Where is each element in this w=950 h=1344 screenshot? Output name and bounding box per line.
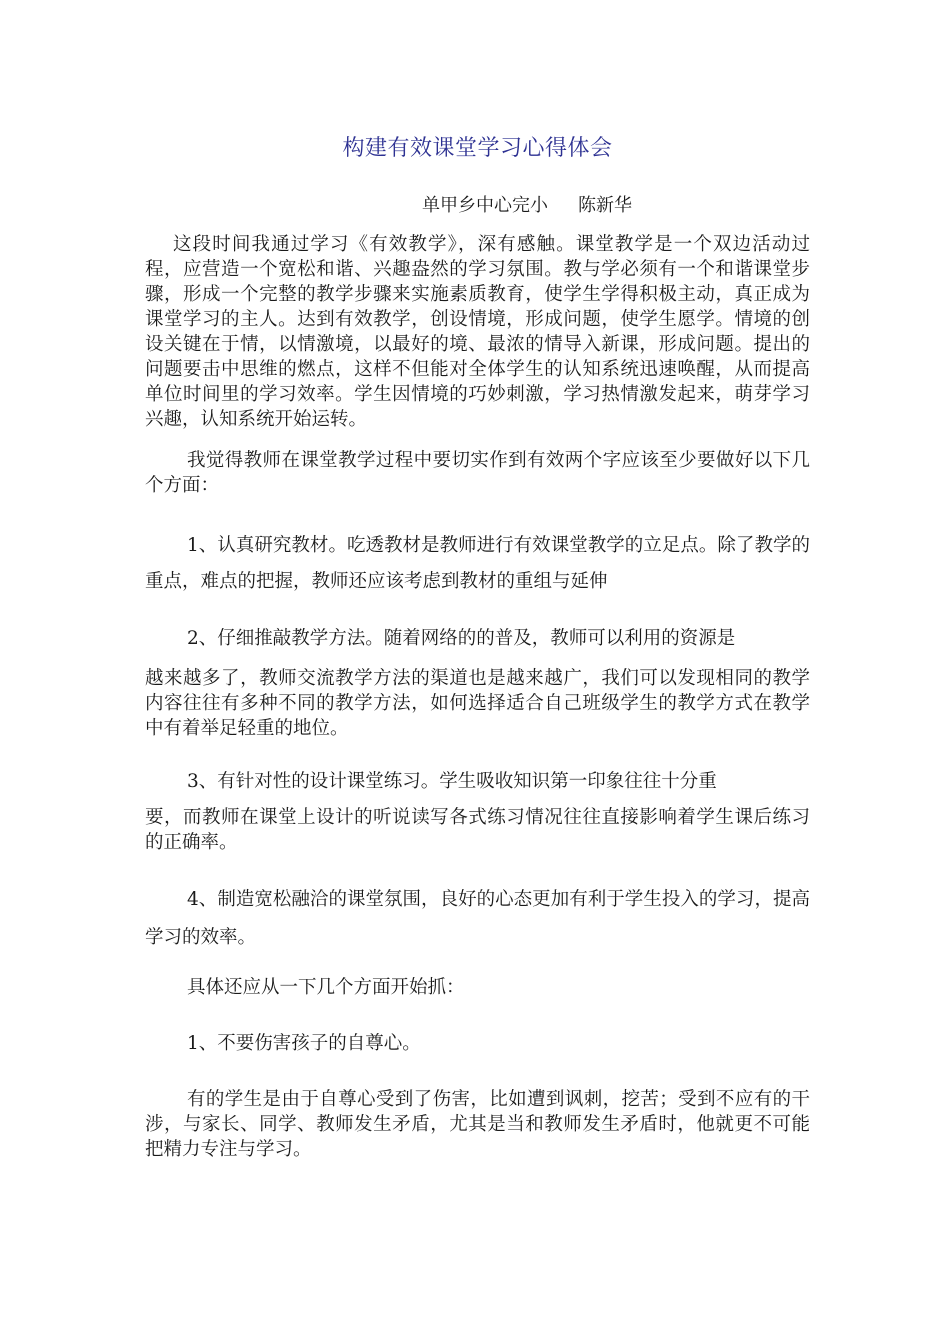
point-3-continuation: 要，而教师在课堂上设计的听说读写各式练习情况往往直接影响着学生课后练习的正确率。 (145, 807, 810, 853)
methods-lead-paragraph: 我觉得教师在课堂教学过程中要切实作到有效两个字应该至少要做好以下几个方面： (145, 450, 810, 496)
document-title: 构建有效课堂学习心得体会 (342, 136, 613, 161)
intro-paragraph: 这段时间我通过学习《有效教学》，深有感触。课堂教学是一个双边活动过程，应营造一个宽松和谐、兴趣盎然的学习氛围。教与学必须有一个和谐课堂步骤，形成一个完整的教学步骤来实施素质教育，使学生学得积极主动，真正成为课堂学习的主人。达到有效教学，创设情境，形成问题，使学生愿学。情境的创设关键在于情，以情激境，以最好的境、最浓的情导入新课，形成问题。提出的问题要击中思维的燃点，这样不但能对全体学生的认知系统迅速唤醒，从而提高单位时间里的学习效率。学生因情境的巧妙刺激，学习热情激发起来，萌芽学习兴趣，认知系统开始运转。 (145, 234, 810, 430)
document-body (145, 132, 810, 1162)
point-2-paragraph (145, 620, 810, 741)
author-line (145, 192, 810, 220)
self-esteem-paragraph: 有的学生是由于自尊心受到了伤害，比如遭到讽刺，挖苦；受到不应有的干涉，与家长、同学、教师发生矛盾，尤其是当和教师发生矛盾时，他就更不可能把精力专注与学习。 (145, 1089, 810, 1160)
point-2-continuation: 越来越多了，教师交流教学方法的渠道也是越来越广，我们可以发现相同的教学内容往往有多种不同的教学方法，如何选择适合自己班级学生的教学方式在教学中有着举足轻重的地位。 (145, 668, 810, 739)
specific-point-1-paragraph: 1、不要伤害孩子的自尊心。 (187, 1033, 421, 1054)
point-2-first-line: 2、仔细推敲教学方法。随着网络的的普及，教师可以利用的资源是 (187, 628, 736, 649)
point-1-paragraph: 1、认真研究教材。吃透教材是教师进行有效课堂教学的立足点。除了教学的重点，难点的把握，教师还应该考虑到教材的重组与延伸 (145, 535, 810, 592)
point-4-paragraph: 4、制造宽松融洽的课堂氛围，良好的心态更加有利于学生投入的学习，提高学习的效率。 (145, 889, 810, 948)
specifics-lead-paragraph: 具体还应从一下几个方面开始抓： (187, 977, 465, 998)
author-school: 单甲乡中心完小 (422, 195, 548, 216)
author-name: 陈新华 (578, 195, 632, 216)
point-3-paragraph (145, 763, 810, 855)
point-3-first-line: 3、有针对性的设计课堂练习。学生吸收知识第一印象往往十分重 (187, 771, 717, 792)
